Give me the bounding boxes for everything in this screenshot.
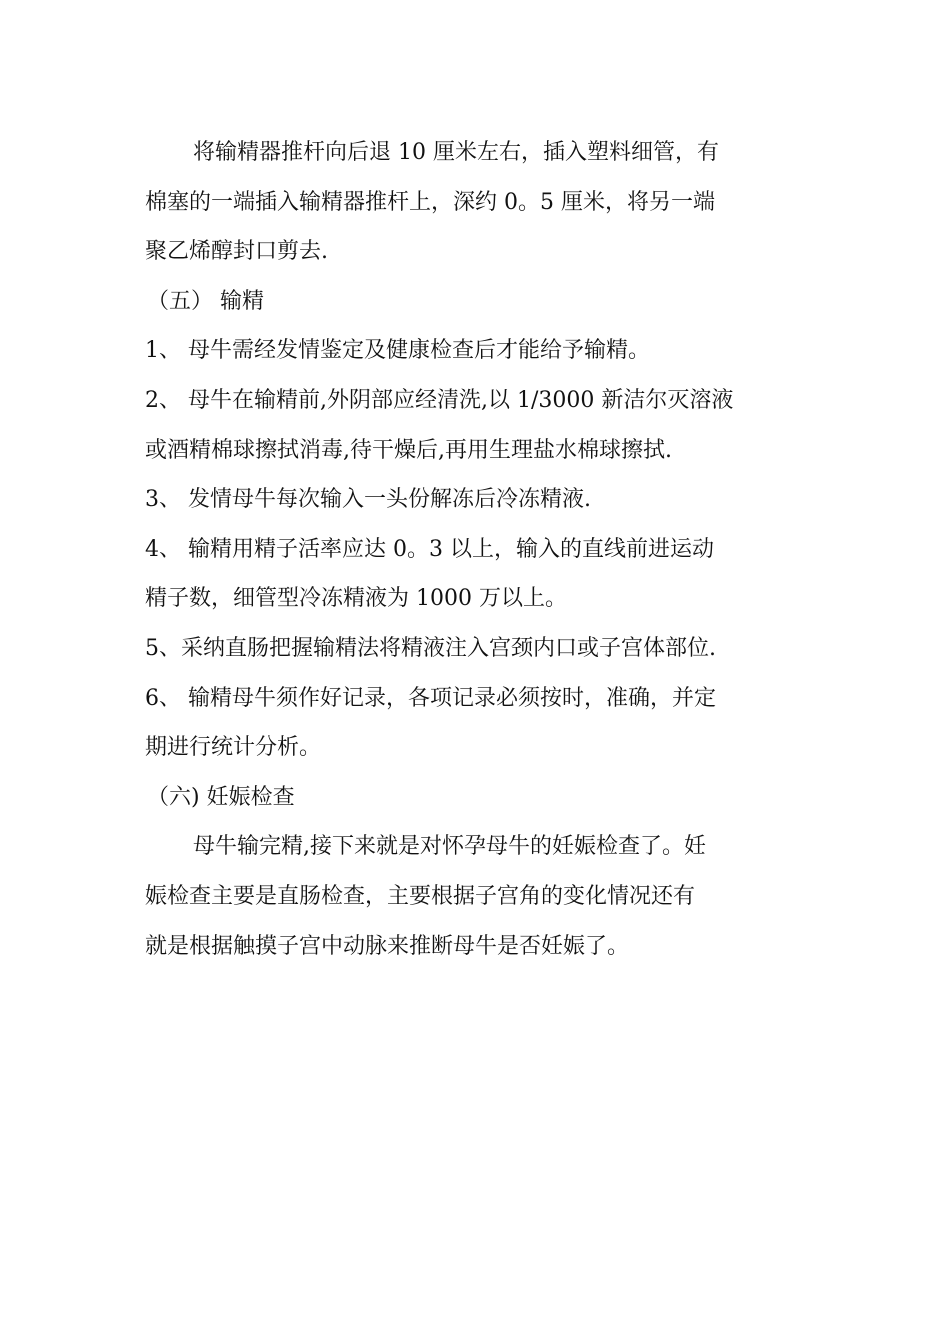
document-body xyxy=(145,128,807,971)
list-item-4: 4、 输精用精子活率应达 0。3 以上，输入的直线前进运动 xyxy=(145,536,714,562)
list-item-4-continued: 精子数，细管型冷冻精液为 1000 万以上。 xyxy=(145,586,567,612)
paragraph-line: 棉塞的一端插入输精器推杆上，深约 0。5 厘米，将另一端 xyxy=(145,189,715,215)
section-heading-5: （五） 输精 xyxy=(147,288,264,314)
paragraph-line: 就是根据触摸子宫中动脉来推断母牛是否妊娠了。 xyxy=(145,933,630,959)
list-item-3: 3、 发情母牛每次输入一头份解冻后冷冻精液. xyxy=(145,487,591,513)
paragraph-line: 母牛输完精,接下来就是对怀孕母牛的妊娠检查了。妊 xyxy=(193,834,706,860)
list-item-5: 5、采纳直肠把握输精法将精液注入宫颈内口或子宫体部位. xyxy=(145,635,716,661)
list-item-2-continued: 或酒精棉球擦拭消毒,待干燥后,再用生理盐水棉球擦拭. xyxy=(145,437,672,463)
section-heading-6: （六) 妊娠检查 xyxy=(147,784,295,810)
list-item-6: 6、 输精母牛须作好记录，各项记录必须按时，准确，并定 xyxy=(145,685,716,711)
list-item-2: 2、 母牛在输精前,外阴部应经清洗,以 1/3000 新洁尔灭溶液 xyxy=(145,387,734,413)
paragraph-line: 娠检查主要是直肠检查，主要根据子宫角的变化情况还有 xyxy=(145,883,696,909)
paragraph-line: 将输精器推杆向后退 10 厘米左右，插入塑料细管，有 xyxy=(193,140,719,165)
paragraph-line: 聚乙烯醇封口剪去. xyxy=(145,239,328,265)
list-item-1: 1、 母牛需经发情鉴定及健康检查后才能给予输精。 xyxy=(145,338,650,364)
list-item-6-continued: 期进行统计分析。 xyxy=(145,735,322,761)
